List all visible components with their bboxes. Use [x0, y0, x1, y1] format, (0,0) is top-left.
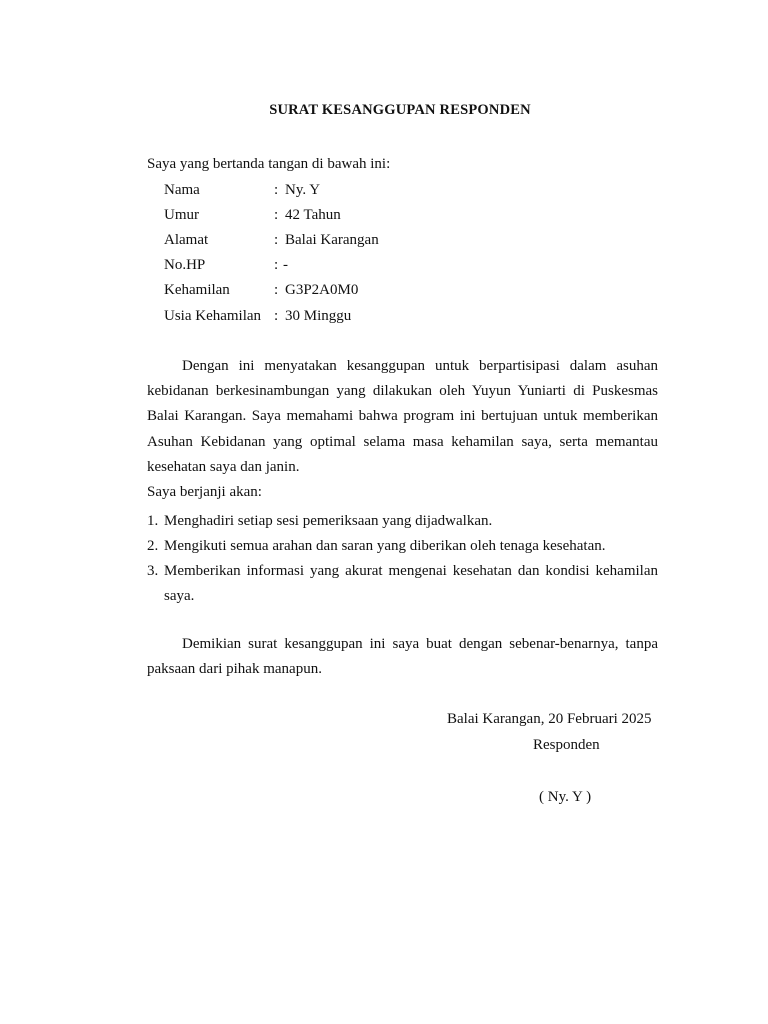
statement-paragraph — [147, 354, 658, 480]
identity-label: Alamat — [164, 232, 209, 248]
closing-line: paksaan dari pihak manapun. — [147, 661, 322, 678]
list-number: 3. — [147, 563, 159, 579]
document-title: SURAT KESANGGUPAN RESPONDEN — [269, 102, 531, 118]
list-item — [147, 509, 658, 534]
statement-line: Balai Karangan. Saya memahami bahwa program ini bertujuan untuk memberikan — [147, 408, 658, 425]
statement-line: kesehatan saya dan janin. — [147, 458, 300, 475]
promise-intro: Saya berjanji akan: — [147, 484, 262, 500]
identity-value: Ny. Y — [285, 182, 321, 198]
identity-label: Kehamilan — [164, 282, 230, 298]
identity-value: Balai Karangan — [285, 232, 379, 248]
identity-colon: : — [274, 282, 279, 298]
identity-value: 42 Tahun — [285, 207, 341, 223]
closing-paragraph — [147, 632, 658, 682]
signature-place-date: Balai Karangan, 20 Februari 2025 — [447, 711, 652, 727]
identity-label: Nama — [164, 182, 200, 198]
intro-text: Saya yang bertanda tangan di bawah ini: — [147, 156, 391, 172]
closing-line: Demikian surat kesanggupan ini saya buat dengan sebenar-benarnya, tanpa — [182, 636, 658, 652]
list-text: Memberikan informasi yang akurat mengenai kesehatan dan kondisi kehamilan — [164, 563, 658, 579]
statement-line: kebidanan berkesinambungan yang dilakukan oleh Yuyun Yuniarti di Puskesmas — [147, 383, 658, 400]
statement-line: Asuhan Kebidanan yang optimal selama masa kehamilan saya, serta memantau — [147, 433, 658, 450]
list-text: Mengikuti semua arahan dan saran yang diberikan oleh tenaga kesehatan. — [164, 538, 606, 554]
identity-colon: : — [274, 257, 279, 273]
signature-role: Responden — [533, 737, 600, 753]
list-number: 1. — [147, 513, 159, 529]
promise-list — [147, 509, 658, 609]
list-number: 2. — [147, 538, 159, 554]
identity-value: G3P2A0M0 — [285, 282, 359, 298]
list-item — [147, 534, 658, 559]
identity-colon: : — [274, 207, 279, 223]
identity-colon: : — [274, 232, 279, 248]
identity-label: Umur — [164, 207, 199, 223]
identity-colon: : — [274, 182, 279, 198]
identity-label: No.HP — [164, 257, 206, 273]
identity-value: - — [283, 257, 288, 273]
signature-name: ( Ny. Y ) — [539, 789, 592, 805]
list-text: saya. — [164, 588, 195, 604]
list-item — [147, 559, 658, 609]
identity-value: 30 Minggu — [285, 308, 352, 324]
list-text: Menghadiri setiap sesi pemeriksaan yang dijadwalkan. — [164, 513, 493, 529]
identity-colon: : — [274, 308, 279, 324]
statement-line: Dengan ini menyatakan kesanggupan untuk berpartisipasi dalam asuhan — [182, 358, 658, 374]
identity-label: Usia Kehamilan — [164, 308, 262, 324]
